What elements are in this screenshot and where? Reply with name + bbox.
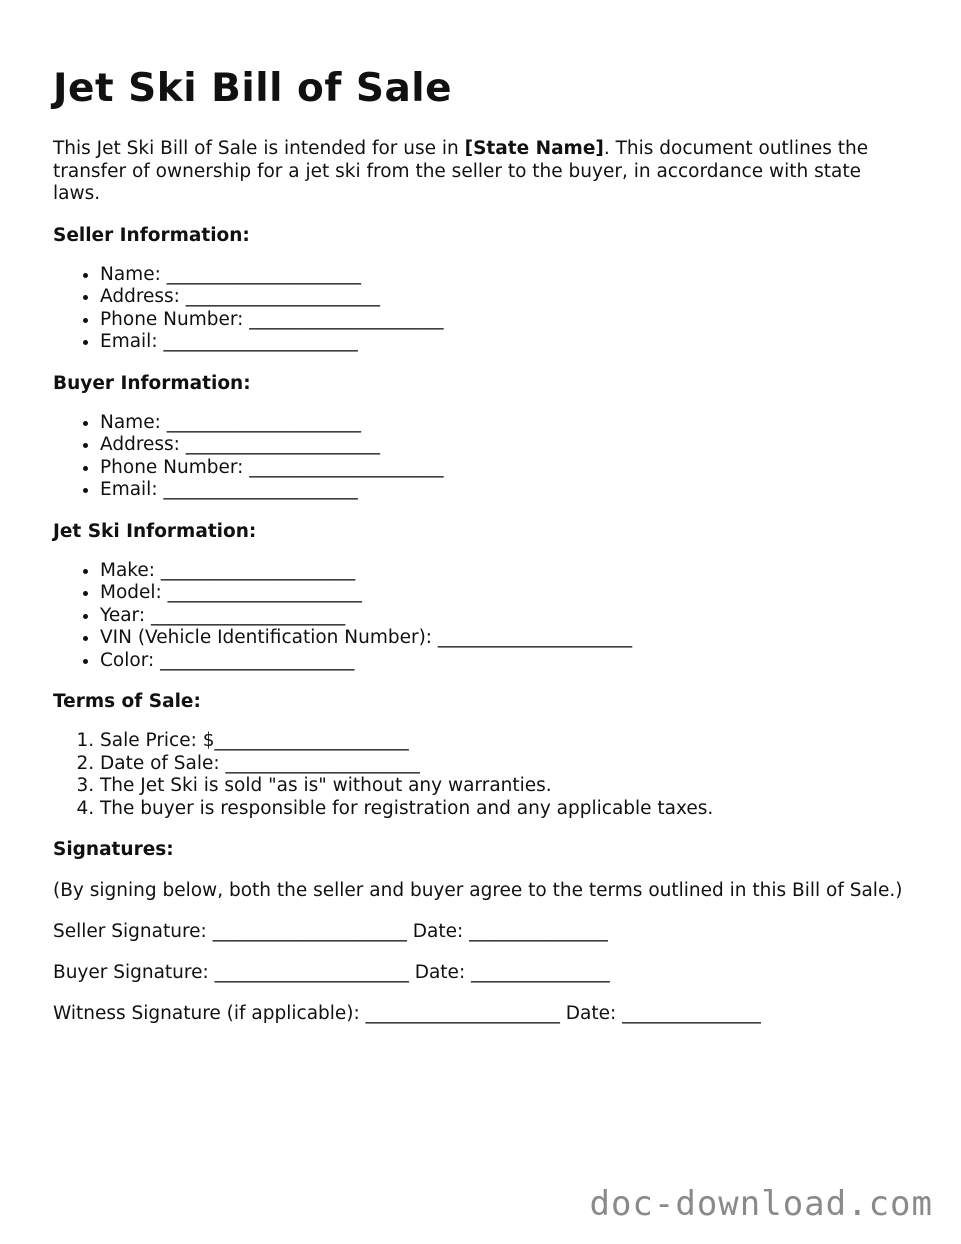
jetski-color-field: • Color: _____________________ bbox=[100, 650, 913, 673]
seller-phone-field: • Phone Number: _____________________ bbox=[100, 309, 913, 332]
terms-sale-price: 1. Sale Price: $_____________________ bbox=[100, 730, 913, 753]
terms-date-of-sale: 2. Date of Sale: _____________________ bbox=[100, 753, 913, 776]
document-title: Jet Ski Bill of Sale bbox=[53, 66, 453, 111]
seller-name-field: • Name: _____________________ bbox=[100, 264, 913, 287]
intro-text-after: . This document outlines the transfer of ownership for a jet ski from the seller to the buyer, in accordance with state laws. bbox=[53, 138, 869, 204]
seller-address-field: • Address: _____________________ bbox=[100, 286, 913, 309]
jetski-heading: Jet Ski Information: bbox=[53, 520, 257, 542]
signatures-note: (By signing below, both the seller and buyer agree to the terms outlined in this Bill of Sale.) bbox=[53, 880, 903, 901]
buyer-address-field: • Address: _____________________ bbox=[100, 434, 913, 457]
jetski-list bbox=[53, 560, 913, 673]
jetski-vin-field: • VIN (Vehicle Identification Number): _____________________ bbox=[100, 627, 913, 650]
terms-heading: Terms of Sale: bbox=[53, 691, 201, 712]
buyer-name-field: • Name: _____________________ bbox=[100, 412, 913, 435]
jetski-year-field: • Year: _____________________ bbox=[100, 605, 913, 628]
intro-text-before: This Jet Ski Bill of Sale is intended for use in bbox=[53, 138, 465, 159]
buyer-signature-line: Buyer Signature: _____________________ Date: _______________ bbox=[53, 962, 610, 983]
buyer-heading: Buyer Information: bbox=[53, 372, 251, 394]
watermark: doc-download.com bbox=[589, 1184, 933, 1224]
jetski-model-field: • Model: _____________________ bbox=[100, 582, 913, 605]
seller-email-field: • Email: _____________________ bbox=[100, 331, 913, 354]
seller-signature-line: Seller Signature: _____________________ Date: _______________ bbox=[53, 921, 608, 942]
jetski-make-field: • Make: _____________________ bbox=[100, 560, 913, 583]
seller-heading: Seller Information: bbox=[53, 224, 250, 246]
document-page bbox=[53, 62, 913, 1026]
terms-list bbox=[53, 730, 913, 820]
buyer-email-field: • Email: _____________________ bbox=[100, 479, 913, 502]
terms-as-is: 3. The Jet Ski is sold "as is" without any warranties. bbox=[100, 775, 913, 798]
witness-signature-line: Witness Signature (if applicable): _____________________ Date: _______________ bbox=[53, 1003, 761, 1024]
state-name-placeholder: [State Name] bbox=[464, 138, 604, 159]
intro-paragraph bbox=[53, 138, 913, 206]
seller-list bbox=[53, 264, 913, 354]
terms-registration: 4. The buyer is responsible for registration and any applicable taxes. bbox=[100, 798, 913, 821]
signatures-heading: Signatures: bbox=[53, 839, 174, 860]
buyer-phone-field: • Phone Number: _____________________ bbox=[100, 457, 913, 480]
buyer-list bbox=[53, 412, 913, 502]
